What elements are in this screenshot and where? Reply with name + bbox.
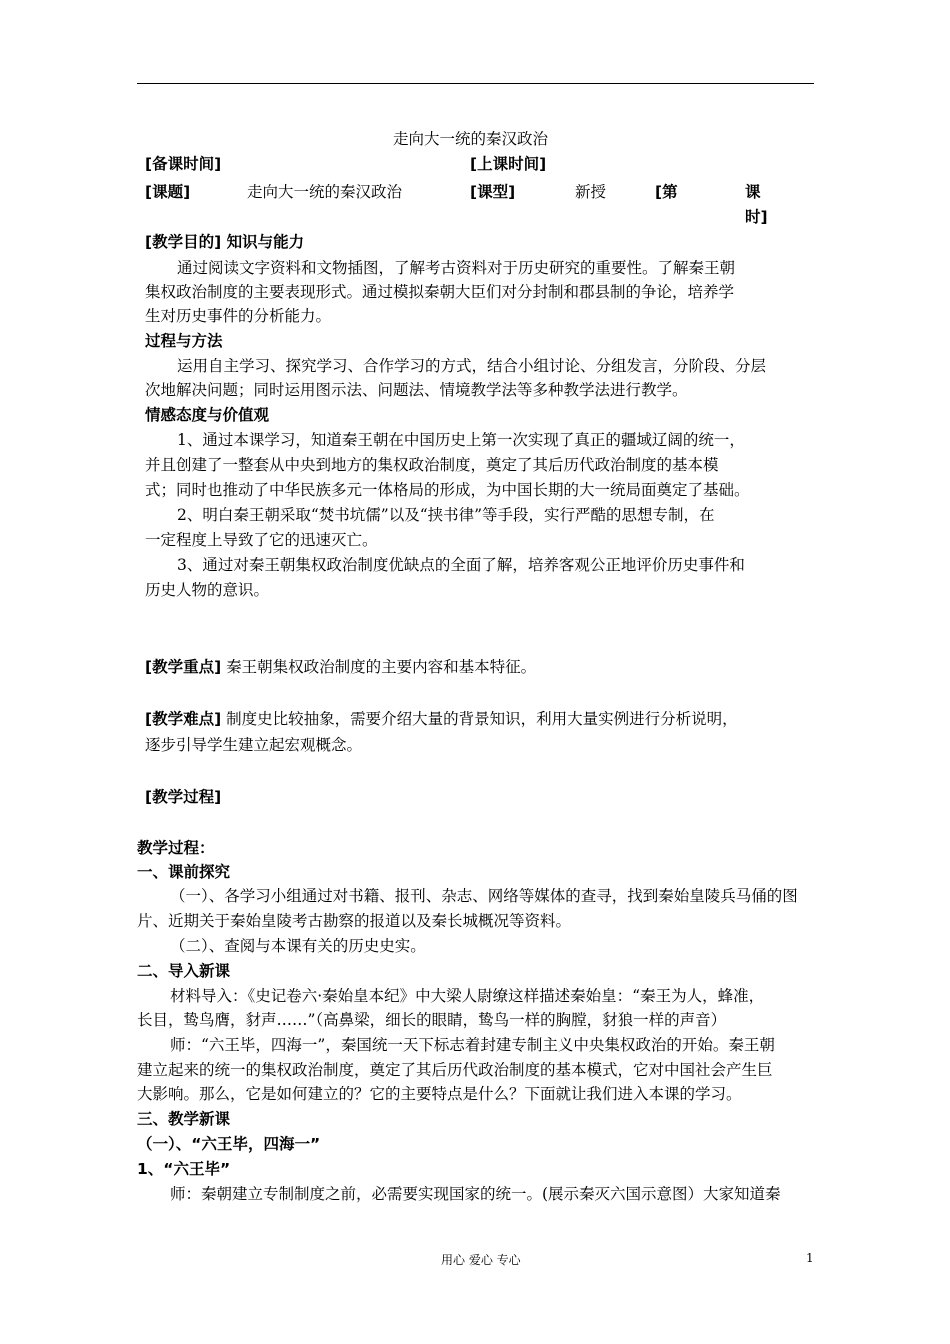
key-point-text: 秦王朝集权政治制度的主要内容和基本特征。	[226, 658, 537, 676]
emotion-line-6: 3、通过对秦王朝集权政治制度优缺点的全面了解，培养客观公正地评价历史事件和	[177, 556, 745, 574]
section-1-line-1: （一）、各学习小组通过对书籍、报刊、杂志、网络等媒体的查寻，找到秦始皇陵兵马俑的图	[170, 887, 798, 905]
section-2-line-3: 师：“六王毕，四海一”，秦国统一天下标志着封建专制主义中央集权政治的开始。秦王朝	[170, 1036, 775, 1054]
difficulty-line-1: 制度史比较抽象，需要介绍大量的背景知识，利用大量实例进行分析说明，	[226, 710, 738, 728]
objectives-label	[145, 230, 304, 252]
document-title: 走向大一统的秦汉政治	[393, 130, 549, 148]
process-heading: 教学过程：	[137, 839, 215, 857]
section-3-item: 1、“六王毕”	[137, 1160, 231, 1178]
knowledge-line-1: 通过阅读文字资料和文物插图，了解考古资料对于历史研究的重要性。了解秦王朝	[177, 259, 736, 277]
key-point	[145, 655, 536, 677]
emotion-line-3: 式；同时也推动了中华民族多元一体格局的形成，为中国长期的大一统局面奠定了基础。	[145, 481, 750, 499]
difficulty-line-2: 逐步引导学生建立起宏观概念。	[145, 736, 363, 754]
period-label-start: [第	[655, 183, 678, 201]
section-3-line: 师：秦朝建立专制制度之前，必需要实现国家的统一。(展示秦灭六国示意图）大家知道秦	[170, 1185, 781, 1203]
process-line-2: 次地解决问题；同时运用图示法、问题法、情境教学法等多种教学法进行教学。	[145, 381, 688, 399]
emotion-line-5: 一定程度上导致了它的迅速灭亡。	[145, 531, 378, 549]
difficulty-label: [教学难点]	[145, 710, 222, 728]
emotion-heading: 情感态度与价值观	[145, 406, 270, 424]
difficulty	[145, 707, 738, 729]
section-1-heading: 一、课前探究	[137, 863, 231, 881]
section-2-line-2: 长目，鸷鸟膺，豺声……”（高鼻梁，细长的眼睛，鸷鸟一样的胸膛，豺狼一样的声音）	[137, 1011, 727, 1029]
topic-value: 走向大一统的秦汉政治	[247, 183, 403, 201]
footer-text: 用心 爱心 专心	[441, 1253, 521, 1267]
type-value: 新授	[575, 183, 607, 201]
header-rule	[137, 83, 814, 84]
period-label-end: 时]	[745, 208, 768, 226]
key-point-label: [教学重点]	[145, 658, 222, 676]
section-2-heading: 二、导入新课	[137, 962, 231, 980]
section-1-line-3: （二）、查阅与本课有关的历史史实。	[170, 937, 426, 955]
objectives-label-text: [教学目的]	[145, 233, 222, 251]
section-3-subheading: （一）、“六王毕，四海一”	[137, 1135, 321, 1153]
section-3-heading: 三、教学新课	[137, 1110, 231, 1128]
section-2-line-4: 建立起来的统一的集权政治制度，奠定了其后历代政治制度的基本模式，它对中国社会产生巨	[137, 1061, 773, 1079]
section-2-line-1: 材料导入：《史记卷六·秦始皇本纪》中大梁人尉缭这样描述秦始皇：“秦王为人，蜂准，	[170, 987, 765, 1005]
section-1-line-2: 片、近期关于秦始皇陵考古勘察的报道以及秦长城概况等资料。	[137, 912, 572, 930]
type-label: [课型]	[470, 183, 516, 201]
emotion-line-1: 1、通过本课学习，知道秦王朝在中国历史上第一次实现了真正的疆域辽阔的统一，	[177, 431, 745, 449]
period-label-middle: 课	[745, 183, 761, 201]
emotion-line-7: 历史人物的意识。	[145, 581, 270, 599]
emotion-line-2: 并且创建了一整套从中央到地方的集权政治制度，奠定了其后历代政治制度的基本模	[145, 456, 719, 474]
class-time-label: [上课时间]	[470, 155, 547, 173]
prep-time-label: [备课时间]	[145, 155, 222, 173]
knowledge-line-3: 生对历史事件的分析能力。	[145, 307, 332, 325]
process-method-heading: 过程与方法	[145, 332, 223, 350]
page-number: 1	[806, 1251, 814, 1265]
knowledge-heading: 知识与能力	[226, 233, 305, 251]
topic-label: [课题]	[145, 183, 191, 201]
process-line-1: 运用自主学习、探究学习、合作学习的方式，结合小组讨论、分组发言，分阶段、分层	[177, 357, 767, 375]
section-2-line-5: 大影响。那么，它是如何建立的？它的主要特点是什么？下面就让我们进入本课的学习。	[137, 1085, 742, 1103]
knowledge-line-2: 集权政治制度的主要表现形式。通过模拟秦朝大臣们对分封制和郡县制的争论，培养学	[145, 283, 735, 301]
emotion-line-4: 2、明白秦王朝采取“焚书坑儒”以及“挟书律”等手段，实行严酷的思想专制，在	[177, 506, 715, 524]
process-label: [教学过程]	[145, 788, 222, 806]
